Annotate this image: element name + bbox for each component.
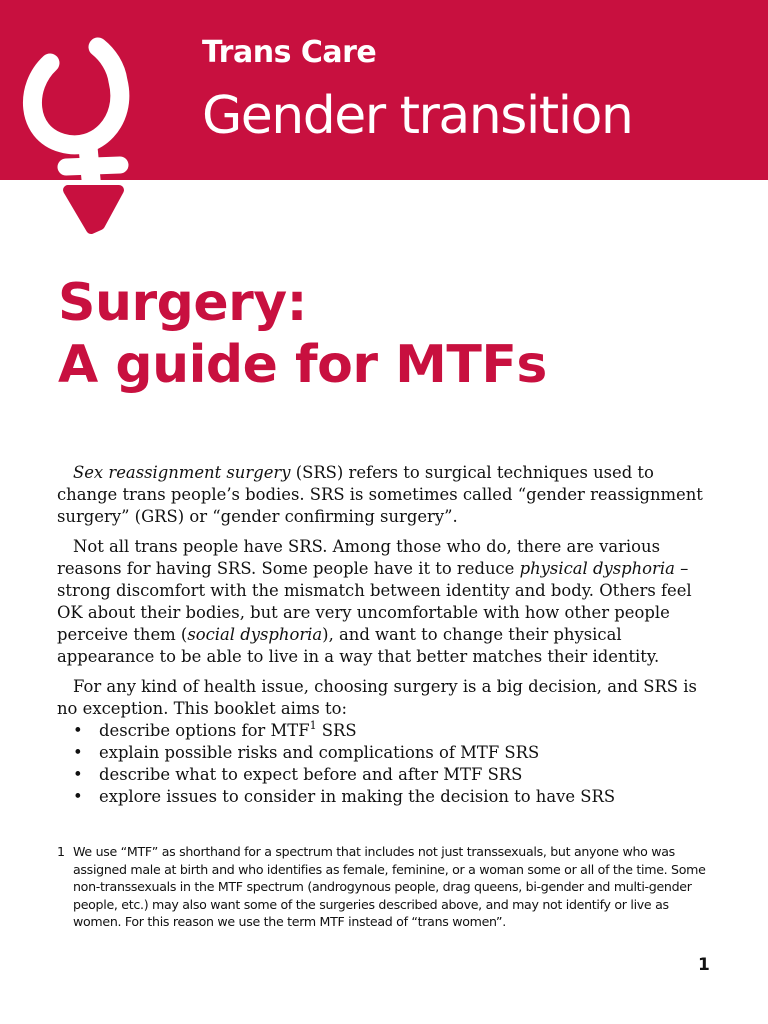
paragraph-aims: For any kind of health issue, choosing surgery is a big decision, and SRS is no exception. This booklet aims to: bbox=[57, 677, 697, 718]
body-text bbox=[57, 462, 713, 808]
bullet: • bbox=[73, 787, 83, 806]
female-symbol-arrow-icon bbox=[20, 25, 180, 245]
footnote-number: 1 bbox=[57, 844, 65, 859]
paragraph-intro: Sex reassignment surgery (SRS) refers to surgical techniques used to change trans people’s bodies. SRS is sometimes called “gender reassignment surgery” (GRS) or “gender confirming surgery”. bbox=[57, 463, 703, 526]
topic-title: Gender transition bbox=[202, 86, 633, 146]
list-item: • explain possible risks and complications of MTF SRS bbox=[73, 743, 540, 762]
list-item: • describe what to expect before and after MTF SRS bbox=[73, 765, 523, 784]
bullet: • bbox=[73, 743, 83, 762]
bullet: • bbox=[73, 721, 83, 740]
list-item: • explore issues to consider in making the decision to have SRS bbox=[73, 787, 616, 806]
page-title bbox=[58, 272, 547, 396]
term-social-dysphoria: social dysphoria bbox=[187, 625, 323, 644]
bullet: • bbox=[73, 765, 83, 784]
series-title: Trans Care bbox=[202, 35, 377, 70]
title-line-1: Surgery: bbox=[58, 273, 307, 333]
footnote-text: We use “MTF” as shorthand for a spectrum that includes not just transsexuals, but anyone who was assigned male at birth and who identifies as female, feminine, or a woman some or all of the time. Some non-transsexuals in the MTF spectrum (androgynous people, drag queens, bi-gender and multi-gender people, etc.) may also want some of the surgeries described above, and may not identify or live as women. For this reason we use the term MTF instead of “trans women”. bbox=[73, 844, 706, 929]
list-item: • describe options for MTF$^1$ SRS bbox=[73, 718, 357, 740]
term-srs: Sex reassignment surgery bbox=[73, 463, 291, 482]
paragraph-reasons: Not all trans people have SRS. Among those who do, there are various reasons for having SRS. Some people have it to reduce physical dysphoria – strong discomfort with the mismatch between identity and body. Others feel OK about their bodies, but are very uncomfortable with how other people perceive them (social dysphoria), and want to change their physical appearance to be able to live in a way that better matches their identity. bbox=[57, 537, 692, 666]
page-number: 1 bbox=[698, 955, 710, 975]
title-line-2: A guide for MTFs bbox=[58, 335, 547, 395]
aims-list bbox=[57, 720, 713, 808]
footnote bbox=[57, 843, 717, 931]
term-physical-dysphoria: physical dysphoria bbox=[519, 559, 675, 578]
footnote-ref: 1 bbox=[309, 718, 317, 732]
